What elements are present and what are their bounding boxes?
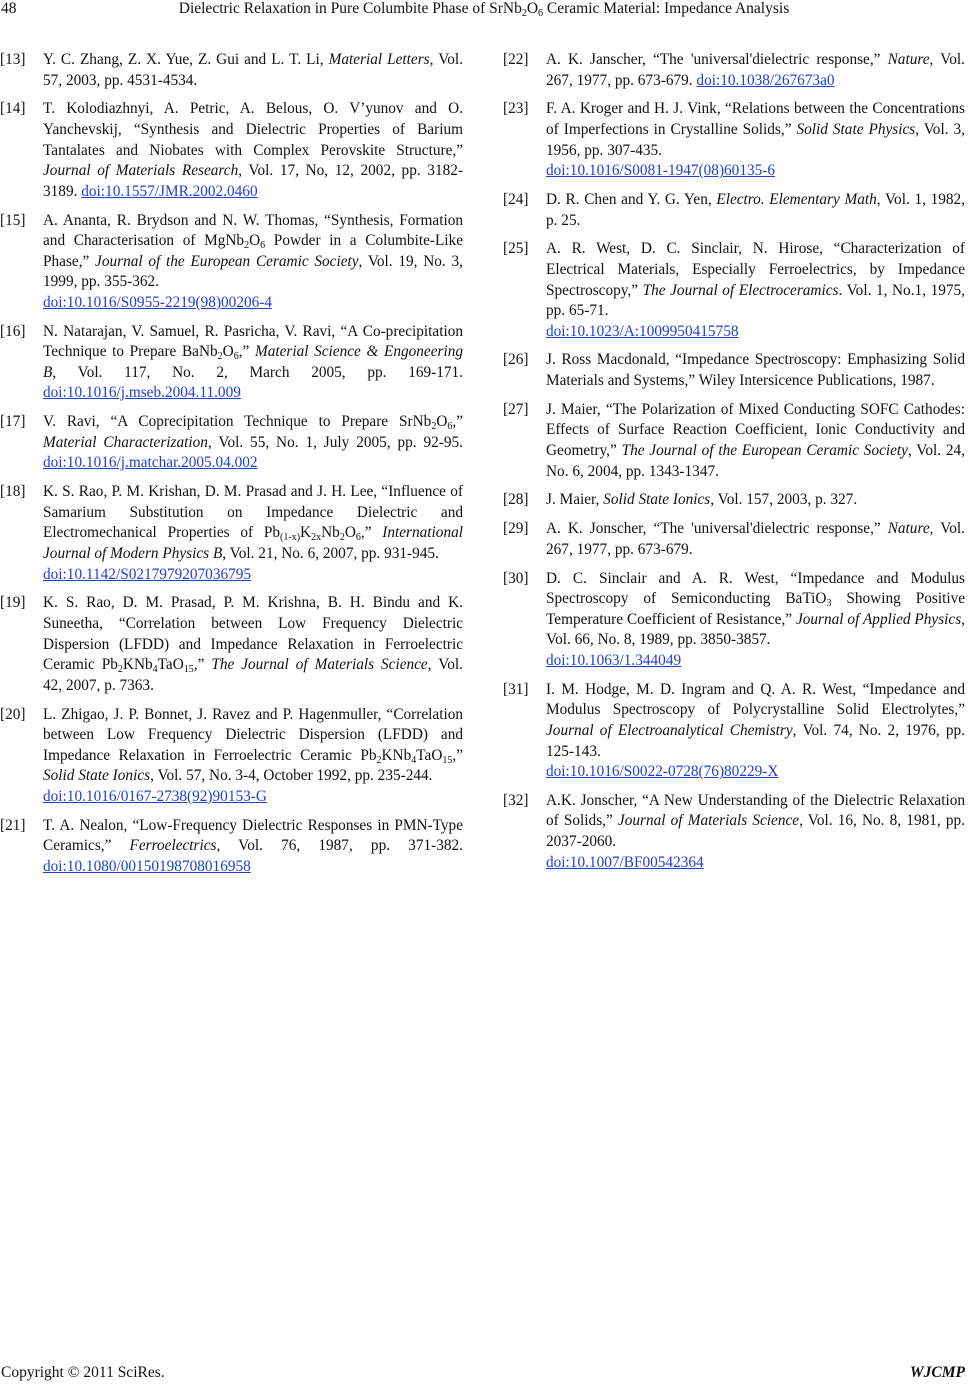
doi-link[interactable]: doi:10.1038/267673a0 bbox=[696, 71, 835, 89]
doi-link[interactable]: doi:10.1142/S0217979207036795 bbox=[43, 565, 252, 583]
reference-16: [16] N. Natarajan, V. Samuel, R. Pasricha, V. Ravi, “A Co-precipitation Technique to Prepare $BaNb_2O_6$,” Material Science & Engoneering B, Vol. 117, No. 2, March 2005, pp. 169-171. doi:10.1016/j.mseb.2004.11.009 bbox=[0, 322, 463, 402]
reference-30: [30] D. C. Sinclair and A. R. West, “Impedance and Modulus Spectroscopy of Semiconducting BaTiO$_3$ Showing Positive Temperature Coefficient of Resistance,” Journal of Applied Physics, Vol. 66, No. 8, 1989, pp. 3850-3857. doi:10.1063/1.344049 bbox=[503, 569, 966, 669]
reference-22: [22] A. K. Janscher, “The 'universal'dielectric response,” Nature, Vol. 267, 1977, pp. 673-679. doi:10.1038/267673a0 bbox=[503, 51, 966, 89]
reference-26: [26] J. Ross Macdonald, “Impedance Spectroscopy: Emphasizing Solid Materials and Systems,” Wiley Intersicence Publications, 1987. bbox=[503, 351, 965, 390]
copyright-notice: Copyright © 2011 SciRes. bbox=[1, 1364, 165, 1381]
page-number: 48 bbox=[1, 0, 17, 17]
left-column bbox=[0, 50, 463, 886]
page-footer bbox=[0, 1364, 968, 1384]
reference-29: [29] A. K. Jonscher, “The 'universal'dielectric response,” Nature, Vol. 267, 1977, pp. 673-679. bbox=[503, 520, 965, 558]
reference-32: [32] A.K. Jonscher, “A New Understanding of the Dielectric Relaxation of Solids,” Journal of Materials Science, Vol. 16, No. 8, 1981, pp. 2037-2060. doi:10.1007/BF00542364 bbox=[503, 791, 965, 871]
running-title: Dielectric Relaxation in Pure Columbite Phase of $SrNb_2O_6$ Ceramic Material: Impedance Analysis bbox=[178, 0, 790, 19]
doi-link[interactable]: doi:10.1016/S0955-2219(98)00206-4 bbox=[43, 293, 273, 311]
reference-20: [20] L. Zhigao, J. P. Bonnet, J. Ravez and P. Hagenmuller, “Correlation between Low Frequency Dielectric Dispersion (LFDD) and Impedance Relaxation in Ferroelectric Ceramic $Pb_2KNb_4TaO_{15}$,” Solid State Ionics, Vol. 57, No. 3-4, October 1992, pp. 235-244. doi:10.1016/0167-2738(92)90153-G bbox=[0, 705, 463, 805]
reference-21: [21] T. A. Nealon, “Low-Frequency Dielectric Responses in PMN-Type Ceramics,” Ferroelectrics, Vol. 76, 1987, pp. 371-382. doi:10.1080/00150198708016958 bbox=[0, 816, 463, 875]
reference-18: [18] K. S. Rao, P. M. Krishan, D. M. Prasad and J. H. Lee, “Influence of Samarium Substitution on Impedance Dielectric and Electromechanical Properties of $Pb_{(1-x)}K_{2x}Nb_2O_6$,” International Journal of Modern Physics B, Vol. 21, No. 6, 2007, pp. 931-945. doi:10.1142/S0217979207036795 bbox=[0, 483, 463, 583]
doi-link[interactable]: doi:10.1016/S0022-0728(76)80229-X bbox=[546, 763, 779, 781]
right-column bbox=[503, 50, 965, 881]
doi-link[interactable]: doi:10.1557/JMR.2002.0460 bbox=[81, 182, 258, 200]
doi-link[interactable]: doi:10.1016/S0081-1947(08)60135-6 bbox=[546, 162, 776, 180]
doi-link[interactable]: doi:10.1023/A:1009950415758 bbox=[546, 322, 739, 340]
doi-link[interactable]: doi:10.1063/1.344049 bbox=[546, 651, 682, 669]
reference-28: [28] J. Maier, Solid State Ionics, Vol. 157, 2003, p. 327. bbox=[503, 491, 858, 509]
doi-link[interactable]: doi:10.1016/0167-2738(92)90153-G bbox=[43, 787, 267, 805]
reference-25: [25] A. R. West, D. C. Sinclair, N. Hirose, “Characterization of Electrical Materials, Especially Ferroelectrics, by Impedance Spectroscopy,” The Journal of Electroceramics. Vol. 1, No.1, 1975, pp. 65-71. doi:10.1023/A:1009950415758 bbox=[503, 240, 966, 340]
doi-link[interactable]: doi:10.1016/j.mseb.2004.11.009 bbox=[43, 384, 241, 402]
reference-19: [19] K. S. Rao, D. M. Prasad, P. M. Krishna, B. H. Bindu and K. Suneetha, “Correlation between Low Frequency Dielectric Dispersion (LFDD) and Impedance Relaxation in Ferroelectric Ceramic $Pb_2KNb_4TaO_{15}$,” The Journal of Materials Science, Vol. 42, 2007, p. 7363. bbox=[0, 594, 463, 694]
reference-15: [15] A. Ananta, R. Brydson and N. W. Thomas, “Synthesis, Formation and Characterisation of $MgNb_2O_6$ Powder in a Columbite-Like Phase,” Journal of the European Ceramic Society, Vol. 19, No. 3, 1999, pp. 355-362. doi:10.1016/S0955-2219(98)00206-4 bbox=[0, 211, 463, 311]
reference-13: [13] Y. C. Zhang, Z. X. Yue, Z. Gui and L. T. Li, Material Letters, Vol. 57, 2003, pp. 4531-4534. bbox=[0, 51, 463, 89]
reference-27: [27] J. Maier, “The Polarization of Mixed Conducting SOFC Cathodes: Effects of Surface Reaction Coefficient, Ionic Conductivity and Geometry,” The Journal of the European Ceramic Society, Vol. 24, No. 6, 2004, pp. 1343-1347. bbox=[503, 400, 965, 480]
running-header bbox=[0, 0, 968, 20]
reference-17: [17] V. Ravi, “A Coprecipitation Technique to Prepare $SrNb_2O_6$,” Material Characterization, Vol. 55, No. 1, July 2005, pp. 92-95. doi:10.1016/j.matchar.2005.04.002 bbox=[0, 413, 464, 472]
doi-link[interactable]: doi:10.1016/j.matchar.2005.04.002 bbox=[43, 454, 258, 472]
reference-14: [14] T. Kolodiazhnyi, A. Petric, A. Belous, O. V’yunov and O. Yanchevskij, “Synthesis and Dielectric Properties of Barium Tantalates and Niobates with Complex Perovskite Structure,” Journal of Materials Research, Vol. 17, No, 12, 2002, pp. 3182-3189. doi:10.1557/JMR.2002.0460 bbox=[0, 100, 463, 200]
reference-24: [24] D. R. Chen and Y. G. Yen, Electro. Elementary Math, Vol. 1, 1982, p. 25. bbox=[503, 190, 965, 229]
reference-23: [23] F. A. Kroger and H. J. Vink, “Relations between the Concentrations of Imperfections in Crystalline Solids,” Solid State Physics, Vol. 3, 1956, pp. 307-435. doi:10.1016/S0081-1947(08)60135-6 bbox=[503, 100, 965, 180]
reference-31: [31] I. M. Hodge, M. D. Ingram and Q. A. R. West, “Impedance and Modulus Spectroscopy of Polycrystalline Solid Electrolytes,” Journal of Electroanalytical Chemistry, Vol. 74, No. 2, 1976, pp. 125-143. doi:10.1016/S0022-0728(76)80229-X bbox=[503, 680, 965, 781]
journal-abbrev: WJCMP bbox=[909, 1364, 965, 1381]
doi-link[interactable]: doi:10.1080/00150198708016958 bbox=[43, 857, 251, 875]
doi-link[interactable]: doi:10.1007/BF00542364 bbox=[546, 853, 704, 871]
